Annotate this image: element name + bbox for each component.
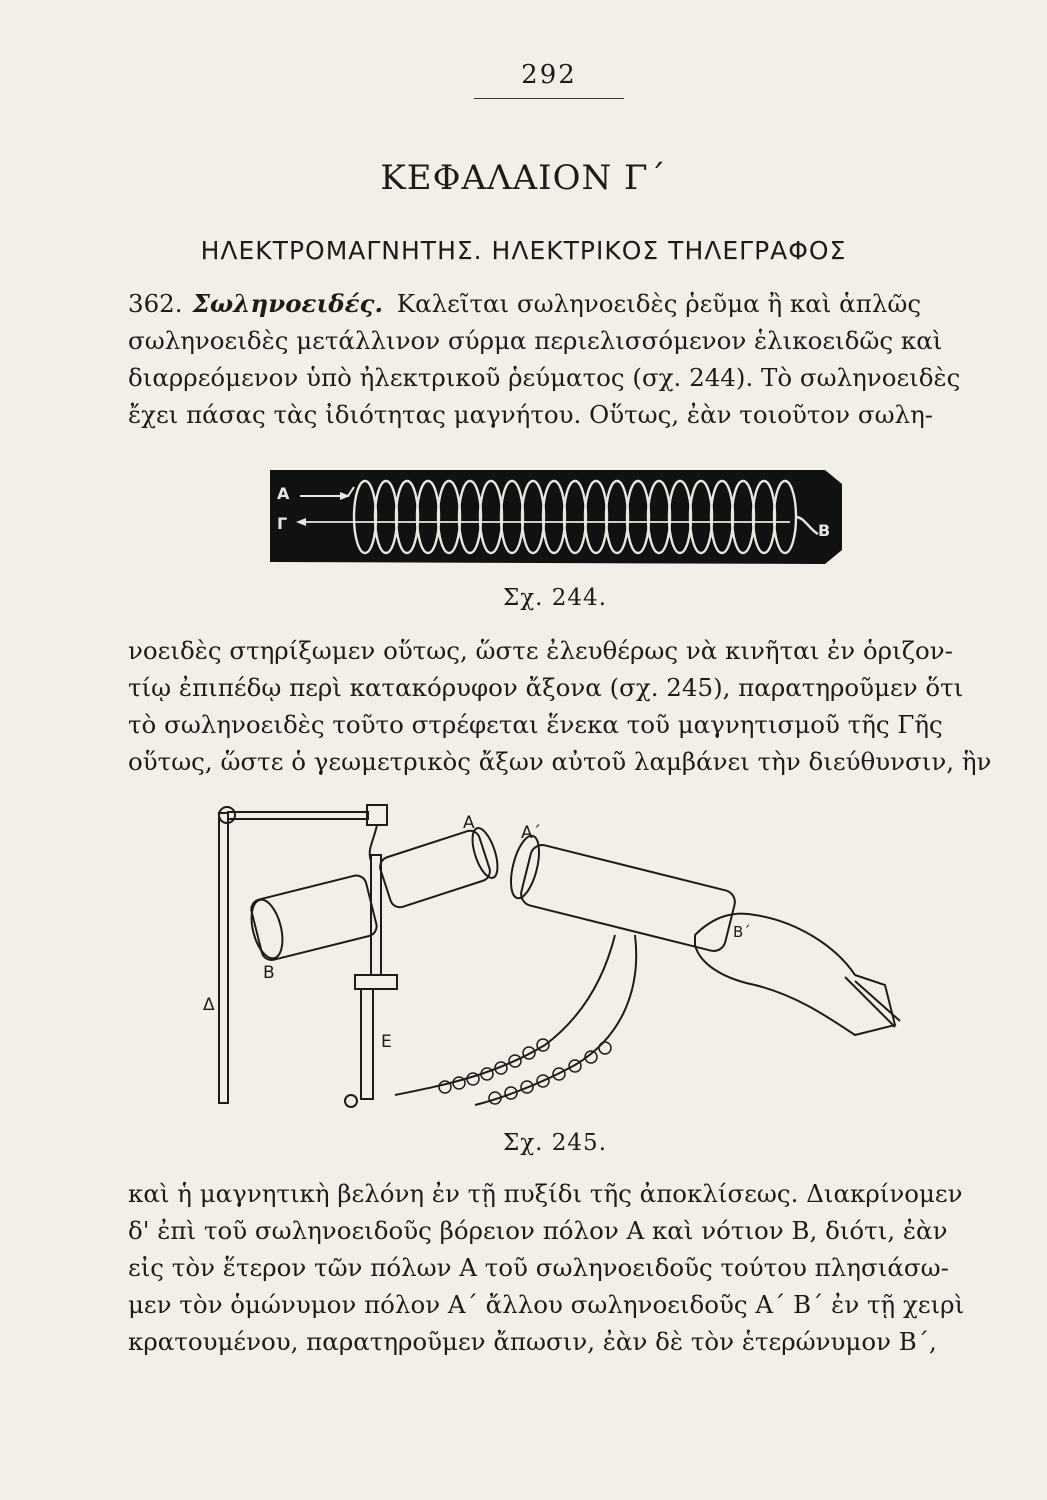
section-number: 362. (128, 289, 183, 318)
label-D: Δ (203, 995, 215, 1015)
paragraph-line: εἰς τὸν ἕτερον τῶν πόλων Α τοῦ σωληνοειδοῦς τούτου πλησιάσω- (128, 1253, 949, 1282)
label-G: Γ (277, 514, 288, 533)
suspension-clip (367, 805, 387, 825)
paragraph-text: Καλεῖται σωληνοειδὲς ῥεῦμα ἢ καὶ ἁπλῶς (396, 289, 922, 318)
hand-drawing (695, 914, 895, 1035)
label-A-prime: Α΄ (521, 823, 542, 843)
pivot-column (371, 855, 381, 975)
label-B: Β (818, 521, 831, 540)
figure-244-solenoid (270, 462, 845, 570)
label-A: Α (277, 484, 290, 503)
wire-left (395, 935, 615, 1095)
column-base (361, 989, 373, 1099)
wire-coil-loops (439, 1039, 611, 1104)
paragraph-line: δ' ἐπὶ τοῦ σωληνοειδοῦς βόρειον πόλον Α καὶ νότιον Β, διότι, ἐὰν (128, 1216, 948, 1245)
paragraph-line: κρατουμένου, παρατηροῦμεν ἄπωσιν, ἐὰν δὲ τὸν ἑτερώνυμον Β΄, (128, 1327, 937, 1356)
solenoid-right (378, 828, 493, 910)
paragraph-1 (128, 285, 961, 433)
figure-245-apparatus (195, 795, 905, 1125)
section-title: Σωληνοειδές. (192, 289, 383, 318)
black-plate (270, 470, 842, 564)
paragraph-line: μεν τὸν ὁμώνυμον πόλον Α΄ ἄλλου σωληνοειδοῦς Α΄ Β΄ ἐν τῇ χειρὶ (128, 1290, 965, 1319)
solenoid-illustration (270, 462, 845, 570)
paragraph-line: σωληνοειδὲς μετάλλινον σύρμα περιελισσόμενον ἑλικοειδῶς καὶ (128, 326, 943, 355)
solenoid-handheld (519, 843, 738, 954)
solenoid-left (249, 873, 378, 962)
cuff-drawing (845, 977, 900, 1027)
paragraph-line (128, 285, 958, 322)
apparatus-illustration (195, 795, 905, 1125)
label-E: Ε (381, 1032, 392, 1052)
paragraph-3 (128, 1175, 965, 1360)
page-number-rule (474, 98, 624, 99)
stand-post (219, 813, 228, 1103)
paragraph-line: καὶ ἡ μαγνητικὴ βελόνη ἐν τῇ πυξίδι τῆς ἀποκλίσεως. Διακρίνομεν (128, 1179, 963, 1208)
chapter-title: ΚΕΦΑΛΑΙΟΝ Γ΄ (380, 158, 667, 198)
figure-245-caption: Σχ. 245. (502, 1130, 608, 1156)
paragraph-line: διαρρεόμενον ὑπὸ ἠλεκτρικοῦ ῥεύματος (σχ. 244). Τὸ σωληνοειδὲς (128, 363, 961, 392)
paragraph-line: οὕτως, ὥστε ὁ γεωμετρικὸς ἄξων αὐτοῦ λαμβάνει τὴν διεύθυνσιν, ἣν (128, 747, 992, 776)
paragraph-line: τίῳ ἐπιπέδῳ περὶ κατακόρυφον ἄξονα (σχ. 245), παρατηροῦμεν ὅτι (128, 673, 964, 702)
label-B: Β (263, 963, 275, 983)
page-number: 292 (521, 60, 577, 90)
column-clamp (355, 975, 397, 989)
solenoid-handheld-end (506, 833, 545, 901)
paragraph-line: νοειδὲς στηρίξωμεν οὕτως, ὥστε ἐλευθέρως νὰ κινῆται ἐν ὁριζον- (128, 636, 953, 665)
paragraph-line: τὸ σωληνοειδὲς τοῦτο στρέφεται ἕνεκα τοῦ μαγνητισμοῦ τῆς Γῆς (128, 710, 943, 739)
section-heading: ΗΛΕΚΤΡΟΜΑΓΝΗΤΗΣ. ΗΛΕΚΤΡΙΚΟΣ ΤΗΛΕΓΡΑΦΟΣ (200, 236, 847, 265)
stand-arm (228, 812, 368, 819)
paragraph-2 (128, 632, 992, 780)
figure-244-caption: Σχ. 244. (502, 585, 608, 611)
base-screw (345, 1095, 357, 1107)
label-B-prime: Β΄ (733, 923, 751, 941)
label-A: Α (463, 813, 475, 833)
paragraph-line: ἔχει πάσας τὰς ἰδιότητας μαγνήτου. Οὕτως, ἐὰν τοιοῦτον σωλη- (128, 400, 934, 429)
